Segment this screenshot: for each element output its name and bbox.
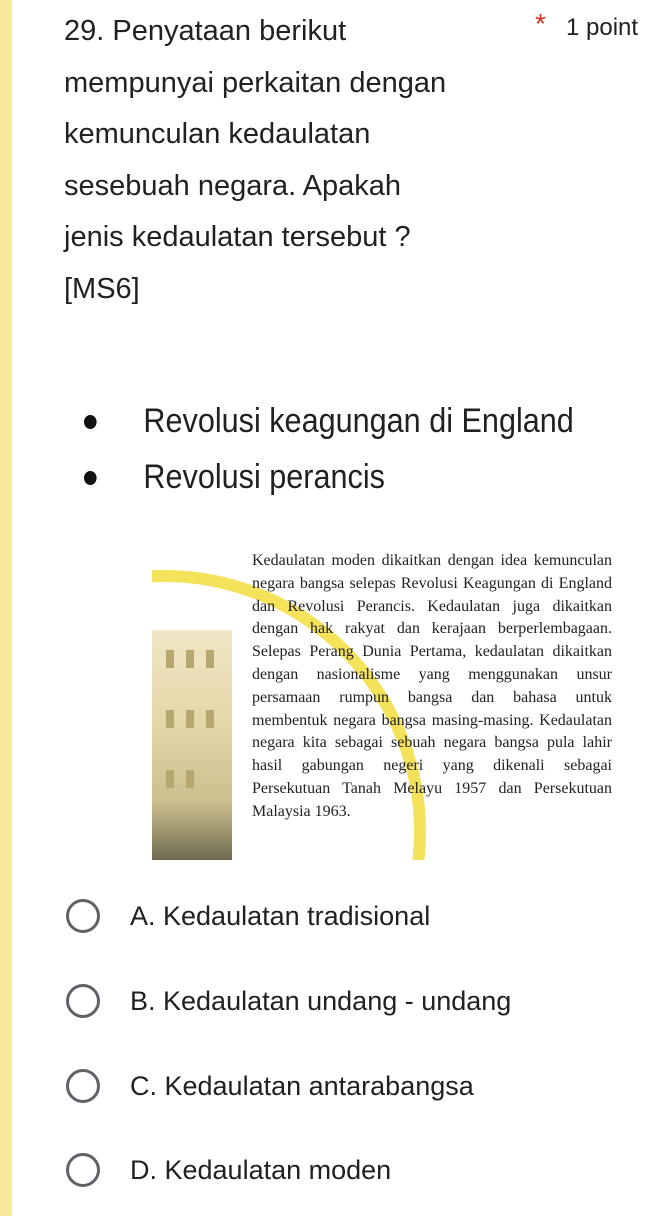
question-line: 29. Penyataan berikut [64, 15, 347, 47]
question-line: kemunculan kedaulatan [64, 118, 371, 150]
statement-item [84, 393, 588, 449]
radio-icon[interactable] [66, 1069, 100, 1103]
bullet-icon [84, 471, 97, 485]
statement-text: Revolusi perancis [143, 458, 385, 496]
option-a[interactable] [64, 890, 624, 950]
radio-icon[interactable] [66, 899, 100, 933]
option-c[interactable] [64, 1060, 624, 1120]
option-b[interactable] [64, 975, 624, 1035]
textbook-excerpt-image [152, 530, 612, 860]
question-line: sesebuah negara. Apakah [64, 169, 401, 202]
passage-text: Kedaulatan moden dikaitkan dengan idea kemunculan negara bangsa selepas Revolusi Keagungan di England dan Revolusi Perancis. Kedaulatan juga dikaitkan dengan hak rakyat dan kerajaan berperlembagaan. Selepas Perang Dunia Pertama, kedaulatan dikaitkan dengan nasionalisme yang menggunakan unsur persamaan rumpun bangsa dan bahasa untuk membentuk negara bangsa masing-masing. Kedaulatan negara kita sebagai sebuah negara bangsa pula lahir hasil gabungan negeri yang dikenali sebagai Persekutuan Tanah Melayu 1957 dan Persekutuan Malaysia 1963. [252, 552, 612, 820]
question-line: [MS6] [64, 272, 140, 305]
option-d[interactable] [64, 1144, 624, 1204]
option-label: A. Kedaulatan tradisional [130, 901, 431, 931]
question-text [64, 6, 534, 315]
statement-text: Revolusi keagungan di England [143, 402, 574, 440]
option-label: D. Kedaulatan moden [130, 1155, 392, 1185]
question-card [12, 0, 652, 1216]
bullet-icon [84, 415, 97, 429]
statement-list [84, 393, 644, 505]
option-label: C. Kedaulatan antarabangsa [130, 1071, 474, 1101]
form-accent-bar [0, 0, 12, 1216]
radio-icon[interactable] [66, 984, 100, 1018]
required-marker: * [535, 8, 546, 39]
option-label: B. Kedaulatan undang - undang [130, 986, 512, 1016]
question-line: jenis kedaulatan tersebut ? [64, 221, 411, 253]
question-line: mempunyai perkaitan dengan [64, 66, 447, 99]
statement-item [84, 449, 588, 505]
radio-icon[interactable] [66, 1153, 100, 1187]
excerpt-passage [252, 550, 612, 824]
points-label: 1 point [566, 14, 639, 41]
